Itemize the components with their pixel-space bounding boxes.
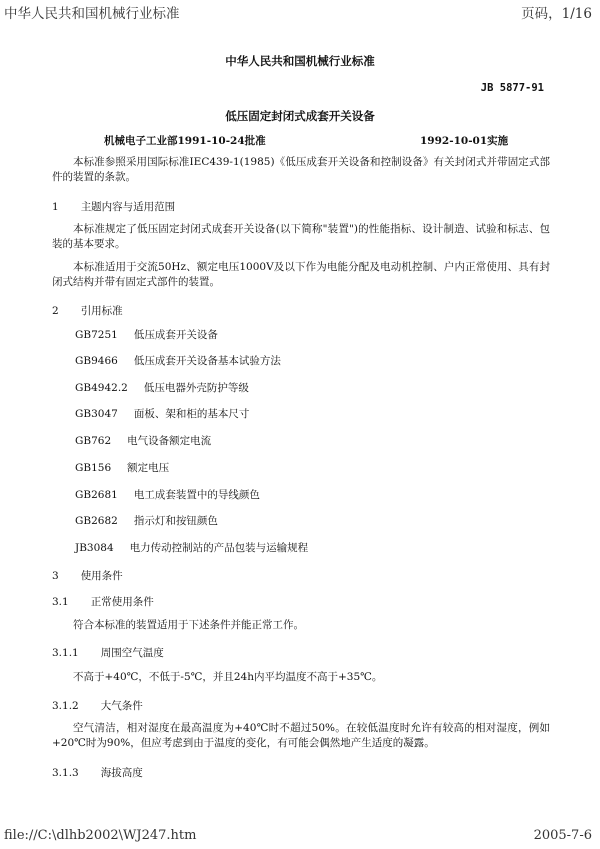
section-title: 正常使用条件 <box>90 596 154 608</box>
reference-item: GB9466 低压成套开关设备基本试验方法 <box>75 355 281 367</box>
section-number: 3 <box>52 570 59 582</box>
section-3-1-1-paragraph: 不高于+40℃，不低于-5℃，并且24h内平均温度不高于+35℃。 <box>73 671 383 683</box>
section-number: 2 <box>52 305 59 317</box>
section-number: 3.1.1 <box>52 647 79 659</box>
print-footer-path: file://C:\dlhb2002\WJ247.htm <box>4 828 197 843</box>
reference-item: JB3084 电力传动控制站的产品包装与运输规程 <box>75 542 309 554</box>
print-header-title: 中华人民共和国机械行业标准 <box>4 6 180 22</box>
section-title: 主题内容与适用范围 <box>80 201 176 213</box>
section-number: 3.1 <box>52 596 69 608</box>
reference-item: GB4942.2 低压电器外壳防护等级 <box>75 382 249 394</box>
reference-item: GB2681 电工成套装置中的导线颜色 <box>75 489 260 501</box>
document-title: 低压固定封闭式成套开关设备 <box>225 109 375 123</box>
effective-date: 1992-10-01实施 <box>420 135 509 147</box>
reference-item: GB156 额定电压 <box>75 462 170 474</box>
print-footer-date: 2005-7-6 <box>533 828 592 843</box>
section-number: 3.1.3 <box>52 767 79 779</box>
section-title: 使用条件 <box>80 570 123 582</box>
org-title: 中华人民共和国机械行业标准 <box>225 54 375 68</box>
section-title: 引用标准 <box>80 305 123 317</box>
section-title: 大气条件 <box>100 700 143 712</box>
standard-number: JB 5877-91 <box>480 82 544 94</box>
reference-item: GB7251 低压成套开关设备 <box>75 329 218 341</box>
section-1-paragraph-2: 本标准适用于交流50Hz、额定电压1000V及以下作为电能分配及电动机控制、户内正常使用、具有封闭式结构并带有固定式部件的装置。 <box>52 261 550 288</box>
section-3-1-2-paragraph: 空气清洁，相对湿度在最高温度为+40℃时不超过50%。在较低温度时允许有较高的相对湿度，例如+20℃时为90%，但应考虑到由于温度的变化，有可能会偶然地产生适度的凝露。 <box>52 722 550 749</box>
section-3-heading <box>52 568 123 583</box>
intro-paragraph: 本标准参照采用国际标准IEC439-1(1985)《低压成套开关设备和控制设备》有关封闭式并带固定式部件的装置的条款。 <box>52 156 550 183</box>
reference-item: GB2682 指示灯和按钮颜色 <box>75 515 218 527</box>
reference-item: GB3047 面板、架和柜的基本尺寸 <box>75 408 250 420</box>
section-3-1-paragraph: 符合本标准的装置适用于下述条件并能正常工作。 <box>73 619 304 631</box>
section-2-heading <box>52 303 123 318</box>
section-3-1-heading <box>52 594 154 609</box>
section-1-heading <box>52 199 175 214</box>
approval-line: 机械电子工业部1991-10-24批准 <box>104 135 266 147</box>
section-3-1-3-heading <box>52 765 143 780</box>
reference-item: GB762 电气设备额定电流 <box>75 435 212 447</box>
section-3-1-2-heading <box>52 698 143 713</box>
section-number: 3.1.2 <box>52 700 79 712</box>
section-title: 周围空气温度 <box>100 647 164 659</box>
print-header-page: 页码，1/16 <box>521 6 592 22</box>
section-1-paragraph-1: 本标准规定了低压固定封闭式成套开关设备(以下简称"装置")的性能指标、设计制造、试验和标志、包装的基本要求。 <box>52 223 550 250</box>
section-number: 1 <box>52 201 59 213</box>
section-title: 海拔高度 <box>100 767 143 779</box>
section-3-1-1-heading <box>52 645 164 660</box>
